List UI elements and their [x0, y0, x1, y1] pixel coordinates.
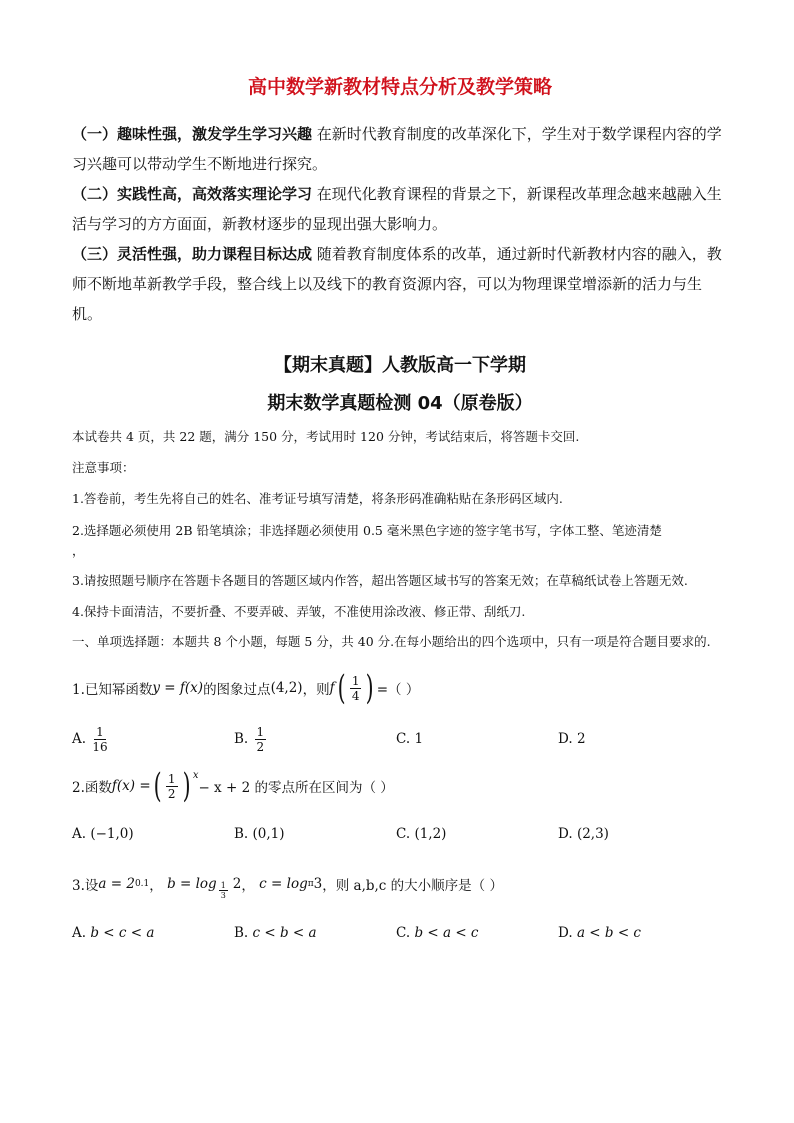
question-1: [72, 668, 728, 708]
math-expression: c = log: [259, 875, 308, 892]
exam-note: 3.请按照题号顺序在答题卡各题目的答题区域内作答，超出答题区域书写的答案无效；在草稿纸试卷上答题无效.: [72, 573, 688, 588]
option-value: 1: [414, 731, 424, 747]
question-3: 3.设 a = 2 0.1 ， b = log $\frac{1}{3}$ 2 ， c = log π 3 ，则 a,b,c 的大小顺序是（ ）: [72, 875, 503, 900]
option-a[interactable]: [72, 918, 234, 948]
option-value: (−1,0): [90, 826, 134, 842]
option-value: a < b < c: [576, 925, 641, 941]
option-label: D.: [558, 925, 573, 941]
option-value: b < c < a: [90, 925, 155, 941]
intro-paragraph-2: [72, 179, 728, 239]
option-label: B.: [234, 925, 249, 941]
option-b[interactable]: [234, 719, 396, 759]
option-label: C.: [396, 826, 411, 842]
intro-paragraph-1: [72, 119, 728, 179]
option-d[interactable]: [558, 819, 720, 849]
question-stem: 3.设: [72, 877, 99, 894]
question-stem: ，则: [302, 682, 330, 698]
option-c[interactable]: [396, 918, 558, 948]
question-stem: 的图象过点: [203, 682, 271, 698]
math-expression: f(x) =: [111, 778, 151, 794]
exam-note: 4.保持卡面清洁，不要折叠、不要弄破、弄皱，不准使用涂改液、修正带、刮纸刀.: [72, 604, 526, 619]
option-label: A.: [72, 826, 87, 842]
option-label: A.: [72, 925, 87, 941]
intro-lead: （一）趣味性强，激发学生学习兴趣: [72, 125, 313, 143]
intro-body: 在现代化教育课程的背景之下，新课程改革理念越来越融入生活与学习的方方面面，新教材逐步的显现出强大影响力。: [72, 185, 722, 233]
log-base: π: [307, 878, 314, 889]
question-3-options: [72, 918, 728, 948]
left-paren: (: [153, 766, 162, 806]
page-title: 高中数学新教材特点分析及教学策略: [247, 76, 552, 98]
intro-body: 在新时代教育制度的改革深化下，学生对于数学课程内容的学习兴趣可以带动学生不断地进行探究。: [72, 125, 722, 173]
option-value: c < b < a: [252, 925, 317, 941]
option-label: D.: [558, 826, 573, 842]
log-argument: 2: [232, 875, 242, 892]
option-c[interactable]: [396, 719, 558, 759]
exam-note: 注意事项：: [72, 460, 135, 475]
question-stem: 1.已知幂函数: [72, 682, 153, 698]
math-expression: (4,2): [270, 680, 303, 696]
section-heading: 一、单项选择题：本题共 8 个小题，每题 5 分，共 40 分.在每小题给出的四个选项中，只有一项是符合题目要求的.: [72, 634, 711, 649]
document-page: [72, 64, 728, 948]
intro-paragraph-3: [72, 239, 728, 329]
option-label: B.: [234, 826, 249, 842]
exponent: 0.1: [134, 878, 150, 889]
right-paren: ): [182, 766, 191, 806]
fraction: $\frac{1}{2}$: [167, 771, 176, 801]
option-a[interactable]: [72, 719, 234, 759]
left-paren: (: [337, 668, 346, 708]
option-b[interactable]: [234, 819, 396, 849]
option-b[interactable]: [234, 918, 396, 948]
option-c[interactable]: [396, 819, 558, 849]
question-stem: 2.函数: [72, 780, 112, 796]
log-argument: 3: [313, 875, 323, 892]
option-label: D.: [558, 731, 573, 747]
question-1-options: [72, 719, 728, 759]
question-2: [72, 766, 728, 806]
exam-title-line-2: 期末数学真题检测 04（原卷版）: [267, 393, 533, 414]
option-label: A.: [72, 731, 87, 747]
question-stem: ，则 a,b,c 的大小顺序是（ ）: [322, 877, 503, 894]
log-base-fraction: $\frac{1}{3}$: [220, 881, 226, 900]
option-label: C.: [396, 925, 411, 941]
intro-body: 随着教育制度体系的改革，通过新时代新教材内容的融入，教师不断地革新教学手段，整合线上以及线下的教育资源内容，可以为物理课堂增添新的活力与生机。: [72, 245, 722, 323]
question-stem: =（ ）: [376, 682, 420, 698]
option-value: b < a < c: [414, 925, 479, 941]
option-value: 2: [576, 731, 586, 747]
option-d[interactable]: [558, 918, 720, 948]
exam-note: 1.答卷前，考生先将自己的姓名、准考证号填写清楚，将条形码准确粘贴在条形码区域内.: [72, 491, 563, 506]
option-d[interactable]: [558, 719, 720, 759]
fraction: $\frac{1}{16}$: [92, 724, 108, 754]
question-2-options: [72, 819, 728, 849]
math-expression: y = f(x): [152, 680, 204, 696]
intro-lead: （三）灵活性强，助力课程目标达成: [72, 245, 313, 263]
exponent: x: [192, 769, 199, 781]
math-expression: a = 2: [98, 875, 135, 892]
math-expression: f: [329, 680, 335, 696]
option-label: C.: [396, 731, 411, 747]
exam-note: ，: [72, 543, 85, 558]
option-value: (0,1): [252, 826, 285, 842]
math-expression: b = log: [167, 875, 217, 892]
fraction: $\frac{1}{2}$: [256, 724, 265, 754]
question-stem: − x + 2 的零点所在区间为（ ）: [198, 780, 394, 796]
option-label: B.: [234, 731, 249, 747]
exam-note: 2.选择题必须使用 2B 铅笔填涂；非选择题必须使用 0.5 毫米黑色字迹的签字笔书写，字体工整、笔迹清楚: [72, 523, 662, 538]
exam-note: 本试卷共 4 页，共 22 题，满分 150 分，考试用时 120 分钟，考试结束后，将答题卡交回.: [72, 429, 580, 444]
option-a[interactable]: [72, 819, 234, 849]
option-value: (1,2): [414, 826, 447, 842]
fraction: $\frac{1}{4}$: [351, 673, 360, 703]
option-value: (2,3): [576, 826, 609, 842]
intro-lead: （二）实践性高，高效落实理论学习: [72, 185, 313, 203]
exam-title-line-1: 【期末真题】人教版高一下学期: [274, 355, 526, 376]
right-paren: ): [366, 668, 375, 708]
